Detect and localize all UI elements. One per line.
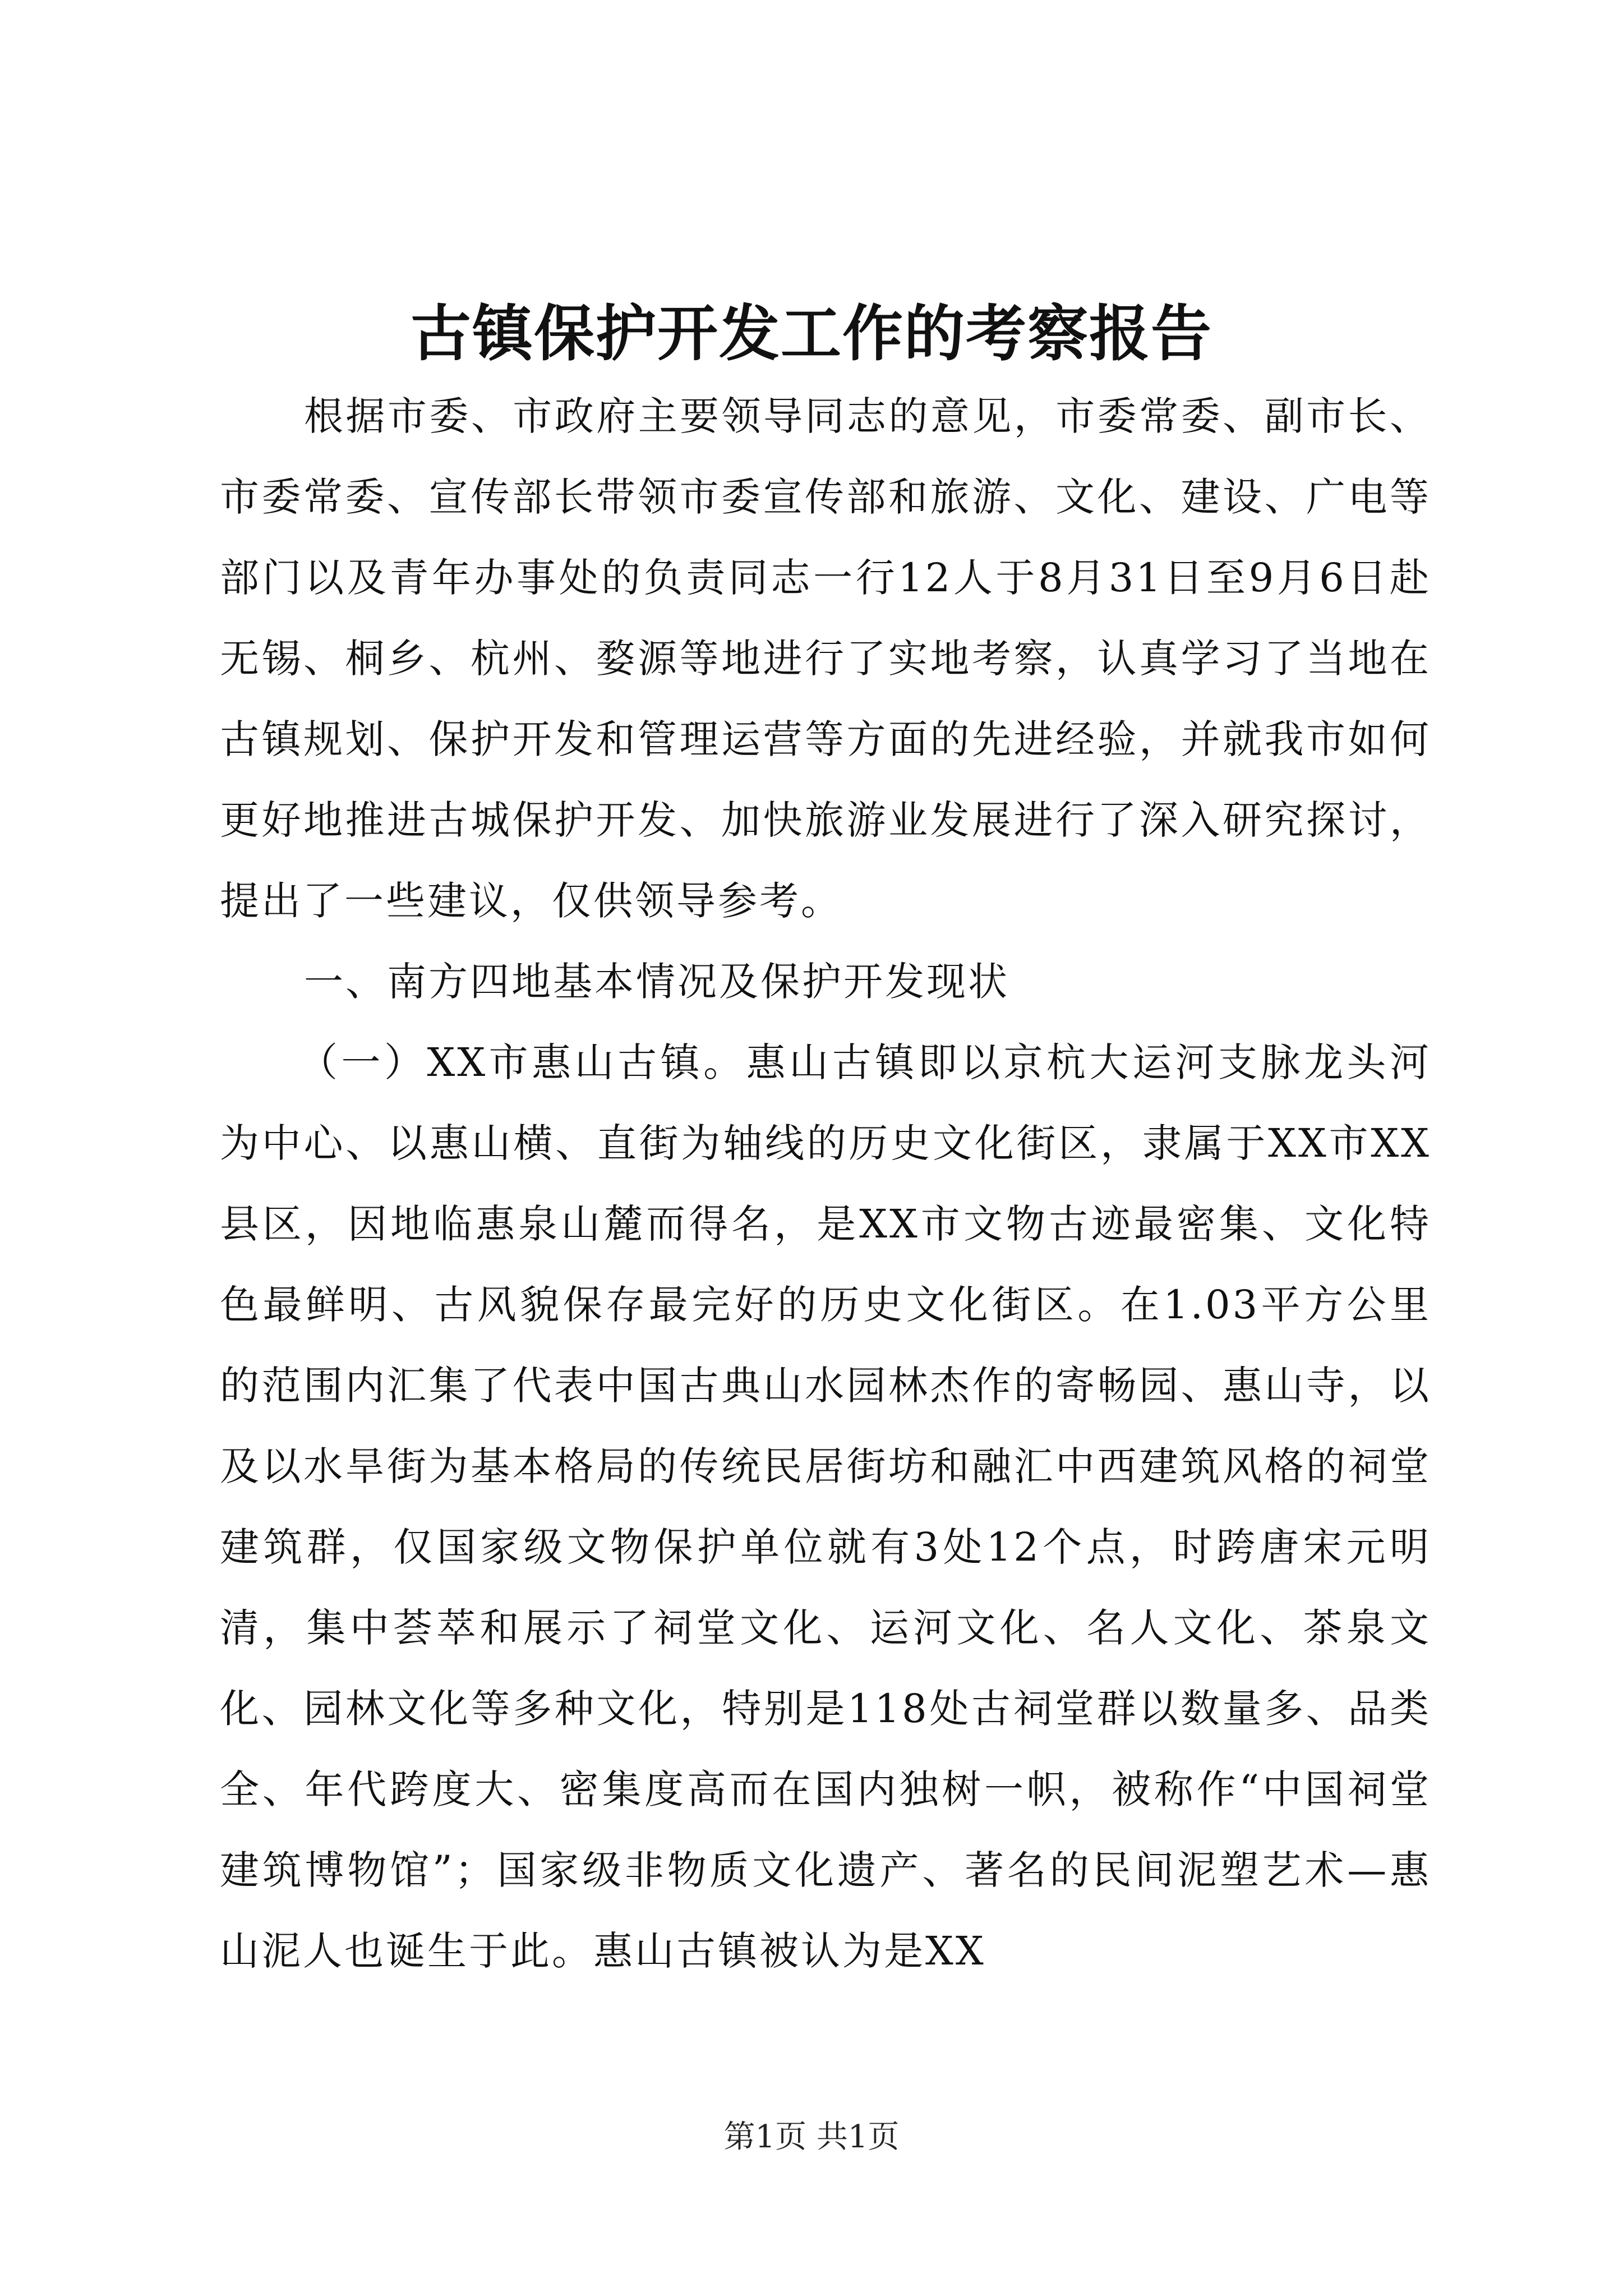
paragraph-huishan: （一）XX市惠山古镇。惠山古镇即以京杭大运河支脉龙头河为中心、以惠山横、直街为轴线的历史文化街区，隶属于XX市XX县区，因地临惠泉山麓而得名，是XX市文物古迹最密集、文化特色最鲜明、古风貌保存最完好的历史文化街区。在1.03平方公里的范围内汇集了代表中国古典山水园林杰作的寄畅园、惠山寺，以及以水旱街为基本格局的传统民居街坊和融汇中西建筑风格的祠堂建筑群，仅国家级文物保护单位就有3处12个点，时跨唐宋元明清，集中荟萃和展示了祠堂文化、运河文化、名人文化、茶泉文化、园林文化等多种文化，特别是118处古祠堂群以数量多、品类全、年代跨度大、密集度高而在国内独树一帜，被称作“中国祠堂建筑博物馆”；国家级非物质文化遗产、著名的民间泥塑艺术—惠山泥人也诞生于此。惠山古镇被认为是XX [220,1039,1431,1974]
section-heading: 一、南方四地基本情况及保护开发现状 [304,959,1009,1005]
paragraph-intro: 根据市委、市政府主要领导同志的意见，市委常委、副市长、市委常委、宣传部长带领市委宣传部和旅游、文化、建设、广电等部门以及青年办事处的负责同志一行12人于8月31日至9月6日赴无锡、桐乡、杭州、婺源等地进行了实地考察，认真学习了当地在古镇规划、保护开发和管理运营等方面的先进经验，并就我市如何更好地推进古城保护开发、加快旅游业发展进行了深入研究探讨，提出了一些建议，仅供领导参考。 [220,393,1431,924]
document-body [220,376,1431,1991]
page-footer: 第1页 共1页 [723,2119,900,2155]
document-title: 古镇保护开发工作的考察报告 [410,298,1212,369]
